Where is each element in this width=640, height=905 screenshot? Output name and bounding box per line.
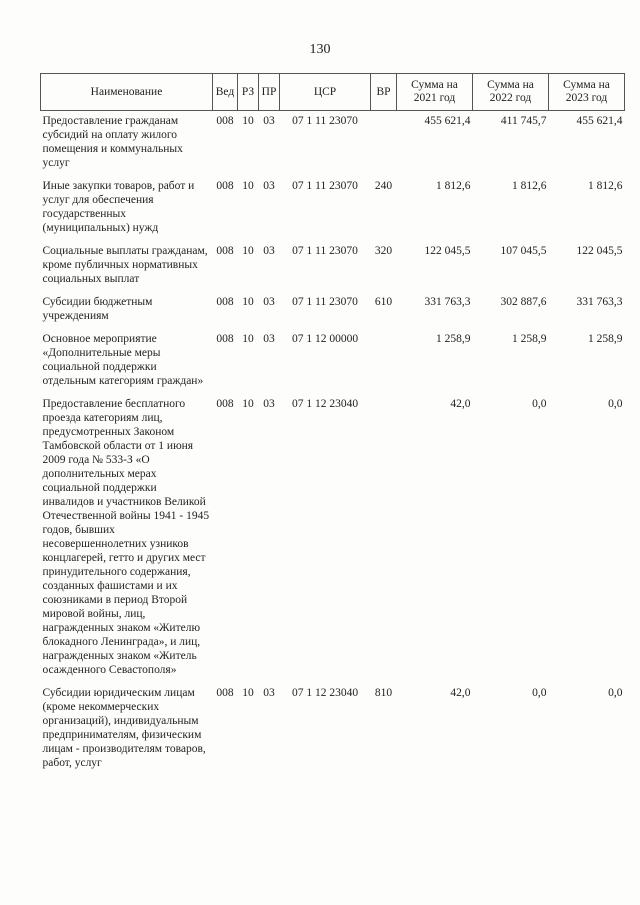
header-pr: ПР: [259, 74, 280, 111]
row-name: Основное мероприятие «Дополнительные меры социальной поддержки отдельным категориям граждан»: [42, 333, 204, 387]
row-ved: 008: [216, 115, 234, 127]
row-vr: [371, 329, 397, 394]
header-ved: Вед: [213, 74, 238, 111]
row-rz: 10: [242, 245, 254, 257]
row-pr: 03: [263, 687, 275, 699]
row-sum-2023: 0,0: [608, 687, 623, 699]
row-rz: 10: [242, 115, 254, 127]
row-pr: 03: [263, 180, 275, 192]
row-pr: 03: [263, 333, 275, 345]
table-row: [41, 683, 625, 776]
header-csr: ЦСР: [280, 74, 371, 111]
row-sum-2023: 1 258,9: [588, 333, 623, 345]
row-sum-2021: 122 045,5: [424, 245, 471, 257]
row-vr: 240: [374, 180, 393, 192]
page-number: 130: [309, 42, 331, 57]
row-csr: 07 1 11 23070: [292, 245, 358, 257]
row-sum-2021: 1 812,6: [436, 180, 471, 192]
row-csr: 07 1 11 23070: [292, 115, 358, 127]
header-sum-2023: Сумма на 2023 год: [549, 74, 625, 111]
row-name: Социальные выплаты гражданам, кроме публичных нормативных социальных выплат: [42, 245, 208, 285]
row-csr: 07 1 11 23070: [292, 296, 358, 308]
header-sum-2021: Сумма на 2021 год: [397, 74, 473, 111]
row-csr: 07 1 11 23070: [292, 180, 358, 192]
row-ved: 008: [216, 245, 234, 257]
row-sum-2023: 455 621,4: [576, 115, 623, 127]
row-sum-2021: 42,0: [450, 687, 471, 699]
row-ved: 008: [216, 398, 234, 410]
row-sum-2023: 0,0: [608, 398, 623, 410]
row-ved: 008: [216, 296, 234, 308]
row-rz: 10: [242, 398, 254, 410]
row-sum-2022: 0,0: [532, 398, 547, 410]
row-sum-2021: 331 763,3: [424, 296, 471, 308]
row-pr: 03: [263, 115, 275, 127]
row-sum-2023: 122 045,5: [576, 245, 623, 257]
row-vr: 810: [374, 687, 393, 699]
row-ved: 008: [216, 333, 234, 345]
row-vr: 320: [374, 245, 393, 257]
table-row: [41, 394, 625, 683]
row-pr: 03: [263, 296, 275, 308]
row-sum-2022: 107 045,5: [500, 245, 547, 257]
row-vr: 610: [374, 296, 393, 308]
row-sum-2021: 1 258,9: [436, 333, 471, 345]
row-name: Субсидии бюджетным учреждениям: [42, 296, 153, 322]
table-row: [41, 329, 625, 394]
row-rz: 10: [242, 333, 254, 345]
header-vr: ВР: [371, 74, 397, 111]
row-sum-2022: 302 887,6: [500, 296, 547, 308]
table-row: [41, 176, 625, 241]
row-sum-2022: 411 745,7: [500, 115, 547, 127]
row-ved: 008: [216, 687, 234, 699]
row-sum-2023: 331 763,3: [576, 296, 623, 308]
row-sum-2021: 42,0: [450, 398, 471, 410]
budget-table: [40, 73, 625, 776]
row-vr: [371, 394, 397, 683]
table-row: [41, 111, 625, 177]
row-csr: 07 1 12 23040: [291, 398, 359, 410]
row-csr: 07 1 12 23040: [291, 687, 359, 699]
row-rz: 10: [242, 296, 254, 308]
row-name: Предоставление бесплатного проезда категориям лиц, предусмотренных Законом Тамбовской области от 1 июня 2009 года № 533-З «О дополнительных мерах социальной поддержки инвалидов и участников Великой Отечественной войны 1941 - 1945 годов, бывших несовершеннолетних узников концлагерей, гетто и других мест принудительного содержания, созданных фашистами и их союзниками в период Второй мировой войны, лиц, награжденных знаком «Жителю блокадного Ленинграда», и лиц, награжденных знаком «Житель осажденного Севастополя»: [42, 398, 210, 676]
table-row: [41, 292, 625, 329]
row-sum-2023: 1 812,6: [588, 180, 623, 192]
row-name: Субсидии юридическим лицам (кроме некоммерческих организаций), индивидуальным предпринимателям, физическим лицам - производителям товаров, работ, услуг: [42, 687, 206, 769]
header-rz: РЗ: [238, 74, 259, 111]
row-sum-2022: 0,0: [532, 687, 547, 699]
row-sum-2022: 1 258,9: [512, 333, 547, 345]
header-sum-2022: Сумма на 2022 год: [473, 74, 549, 111]
row-pr: 03: [263, 245, 275, 257]
header-name: Наименование: [41, 74, 213, 111]
row-vr: [371, 111, 397, 177]
table-row: [41, 241, 625, 292]
table-header: [41, 74, 625, 111]
row-sum-2021: 455 621,4: [424, 115, 471, 127]
row-pr: 03: [263, 398, 275, 410]
row-rz: 10: [242, 180, 254, 192]
row-name: Предоставление гражданам субсидий на оплату жилого помещения и коммунальных услуг: [42, 115, 183, 169]
row-sum-2022: 1 812,6: [512, 180, 547, 192]
row-csr: 07 1 12 00000: [291, 333, 359, 345]
row-rz: 10: [242, 687, 254, 699]
row-name: Иные закупки товаров, работ и услуг для обеспечения государственных (муниципальных) нужд: [42, 180, 195, 234]
row-ved: 008: [216, 180, 234, 192]
